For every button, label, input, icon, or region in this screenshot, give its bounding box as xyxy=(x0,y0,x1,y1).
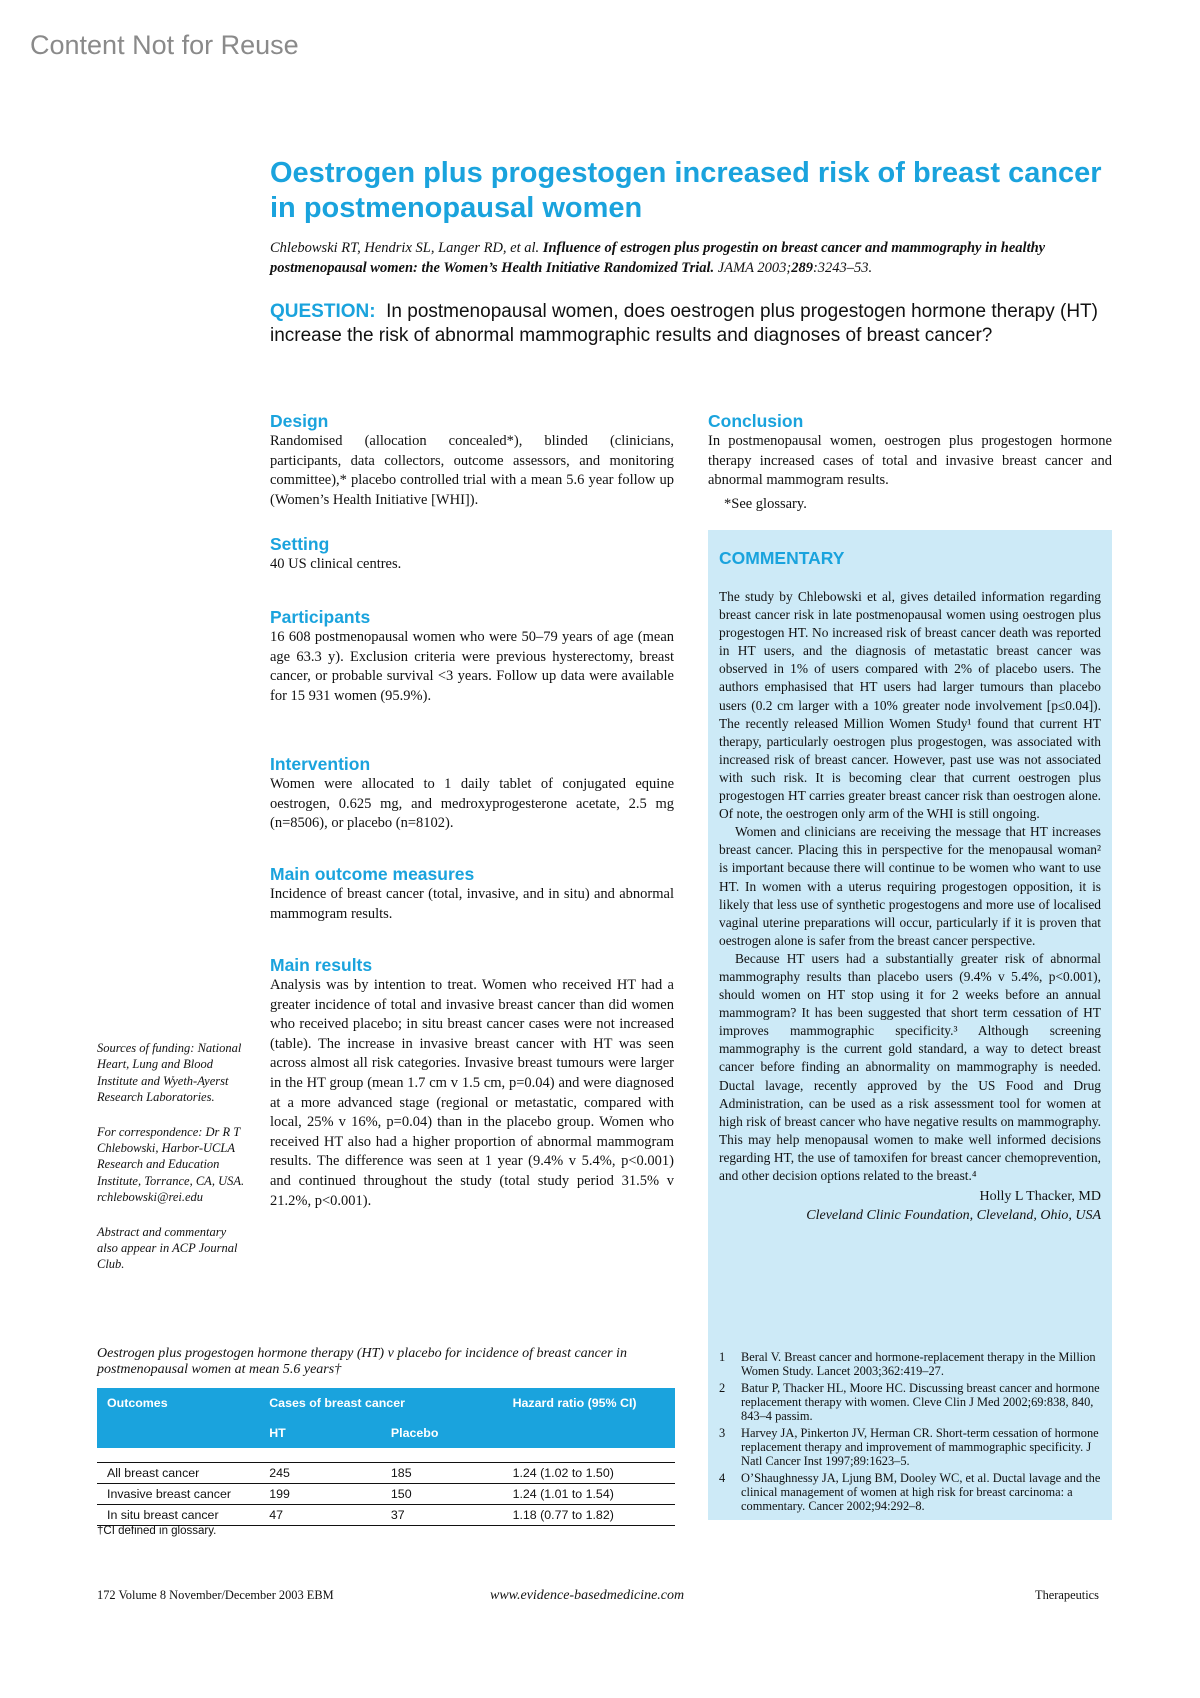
reference-text: O’Shaughnessy JA, Ljung BM, Dooley WC, et al. Ductal lavage and the clinical management of women at high risk for breast carcinoma: a commentary. Cancer 2002;94:292–8. xyxy=(741,1471,1101,1513)
table-cell-outcome: Invasive breast cancer xyxy=(97,1484,259,1505)
table-row xyxy=(97,1463,675,1484)
reference-number: 3 xyxy=(719,1426,726,1440)
table-cell-ht: 245 xyxy=(259,1463,381,1484)
article-title: Oestrogen plus progestogen increased risk of breast cancer in postmenopausal women xyxy=(270,157,1102,224)
outcomes-heading: Main outcome measures xyxy=(270,864,475,884)
glossary-note: *See glossary. xyxy=(724,495,807,512)
citation xyxy=(270,238,1130,278)
table-header-blank xyxy=(503,1418,675,1448)
reference-list xyxy=(719,1350,1101,1516)
table-cell-outcome: All breast cancer xyxy=(97,1463,259,1484)
commentary-affiliation: Cleveland Clinic Foundation, Cleveland, Ohio, USA xyxy=(806,1208,1101,1224)
participants-text: 16 608 postmenopausal women who were 50–79 years of age (mean age 63.3 y). Exclusion criteria were previous hysterectomy, breast cancer, or probable survival <3 years. Follow up data were available for 15 931 women (95.9%). xyxy=(270,629,674,704)
table-caption: Oestrogen plus progestogen hormone therapy (HT) v placebo for incidence of breast cancer in postmenopausal women at mean 5.6 years† xyxy=(97,1346,627,1377)
reference-item xyxy=(719,1471,1101,1513)
citation-article: Influence of estrogen plus progestin on breast cancer and mammography in healthy postmenopausal women: the Women’s Health Initiative Randomized Trial. xyxy=(270,240,1046,276)
reference-number: 4 xyxy=(719,1471,726,1485)
conclusion-section xyxy=(708,410,1112,514)
design-section xyxy=(270,410,674,533)
abstract-note: Abstract and commentary also appear in ACP Journal Club. xyxy=(97,1224,238,1272)
footer-url[interactable]: www.evidence-basedmedicine.com xyxy=(490,1588,685,1603)
outcomes-text: Incidence of breast cancer (total, invasive, and in situ) and abnormal mammogram results. xyxy=(270,886,674,922)
table-cell-outcome: In situ breast cancer xyxy=(97,1505,259,1526)
question-label: QUESTION: xyxy=(270,301,376,322)
setting-section xyxy=(270,533,674,606)
intervention-section xyxy=(270,753,674,863)
table-cell-hr: 1.24 (1.02 to 1.50) xyxy=(503,1463,675,1484)
correspondence-note: For correspondence: Dr R T Chlebowski, Harbor-UCLA Research and Education Institute, Torrance, CA, USA. rchlebowski@rei.edu xyxy=(97,1124,245,1205)
question-text: In postmenopausal women, does oestrogen plus progestogen hormone therapy (HT) increase the risk of abnormal mammographic results and diagnoses of breast cancer? xyxy=(270,301,1098,346)
table-header-outcomes: Outcomes xyxy=(97,1388,259,1418)
reference-item xyxy=(719,1381,1101,1423)
reference-number: 2 xyxy=(719,1381,726,1395)
table-spacer-row xyxy=(97,1448,675,1463)
table-cell-hr: 1.18 (0.77 to 1.82) xyxy=(503,1505,675,1526)
commentary-body xyxy=(719,588,1101,1225)
table-header-ht: HT xyxy=(259,1418,381,1448)
participants-section xyxy=(270,606,674,753)
reference-item xyxy=(719,1350,1101,1378)
design-heading: Design xyxy=(270,411,329,431)
results-table xyxy=(97,1388,675,1526)
table-cell-placebo: 37 xyxy=(381,1505,503,1526)
reference-item xyxy=(719,1426,1101,1468)
results-heading: Main results xyxy=(270,955,373,975)
watermark: Content Not for Reuse xyxy=(30,30,299,60)
table-header-hr: Hazard ratio (95% CI) xyxy=(503,1388,675,1418)
footer-volume: 172 Volume 8 November/December 2003 EBM xyxy=(97,1588,334,1602)
table-row xyxy=(97,1484,675,1505)
commentary-paragraph: Women and clinicians are receiving the message that HT increases breast cancer. Placing this in perspective for the menopausal woman² is important because there will continue to be women who want to use HT. In women with a uterus requiring progestogen opposition, it is likely that less use of synthetic progestogens and more use of localised vaginal uterine preparations will occur, particularly if it is proven that oestrogen alone is safer from the breast cancer perspective. xyxy=(719,824,1101,948)
table-header-blank xyxy=(97,1418,259,1448)
citation-journal: JAMA 2003; xyxy=(714,260,792,276)
table-cell-placebo: 185 xyxy=(381,1463,503,1484)
reference-number: 1 xyxy=(719,1350,726,1364)
participants-heading: Participants xyxy=(270,607,371,627)
citation-pages: :3243–53. xyxy=(812,260,873,276)
funding-note: Sources of funding: National Heart, Lung and Blood Institute and Wyeth-Ayerst Research Laboratories. xyxy=(97,1041,242,1105)
table-cell-ht: 47 xyxy=(259,1505,381,1526)
sidenotes xyxy=(97,1040,247,1291)
setting-text: 40 US clinical centres. xyxy=(270,556,402,572)
commentary-paragraph: Because HT users had a substantially greater risk of abnormal mammography results than placebo users (9.4% v 5.4%, p<0.001), should women on HT stop using it for 2 weeks before an annual mammogram? It has been suggested that short term cessation of HT improves mammographic specificity.³ Although screening mammography is the current gold standard, a way to detect breast cancer before finding an abnormality on mammography is needed. Ductal lavage, recently approved by the US Food and Drug Administration, can be used as a risk assessment tool for women at high risk of breast cancer who have negative results on mammography. This may help menopausal women to make well informed decisions regarding HT, the use of tamoxifen for breast cancer chemoprevention, and other decision options related to the breast.⁴ xyxy=(719,950,1101,1183)
setting-heading: Setting xyxy=(270,534,330,554)
table-cell-hr: 1.24 (1.01 to 1.54) xyxy=(503,1484,675,1505)
design-text: Randomised (allocation concealed*), blinded (clinicians, participants, data collectors, outcome assessors, and monitoring committee),* placebo controlled trial with a mean 5.6 year follow up (Women’s Health Initiative [WHI]). xyxy=(270,433,674,508)
reference-text: Beral V. Breast cancer and hormone-replacement therapy in the Million Women Study. Lancet 2003;362:419–27. xyxy=(741,1350,1096,1378)
question xyxy=(270,300,1110,348)
results-text: Analysis was by intention to treat. Women who received HT had a greater incidence of total and invasive breast cancer than did women who received placebo; in situ breast cancer cases were not increased (table). The increase in invasive breast cancer with HT was seen across almost all risk categories. Invasive breast tumours were larger in the HT group (mean 1.7 cm v 1.5 cm, p=0.04) and were diagnosed at a more advanced stage (regional or metastatic, compared with local, 25% v 16%, p=0.04) than in the placebo group. Women who received HT also had a higher proportion of abnormal mammogram results. The difference was seen at 1 year (9.4% v 5.4%, p<0.001) and continued throughout the study (total study period 31.5% v 21.2%, p<0.001). xyxy=(270,977,674,1209)
table-cell-ht: 199 xyxy=(259,1484,381,1505)
table-footnote: †CI defined in glossary. xyxy=(97,1525,217,1537)
outcomes-section xyxy=(270,863,674,954)
citation-volume: 289 xyxy=(791,260,813,276)
footer-section: Therapeutics xyxy=(1035,1588,1099,1602)
conclusion-text: In postmenopausal women, oestrogen plus progestogen hormone therapy increased cases of total and invasive breast cancer and abnormal mammogram results. xyxy=(708,433,1112,489)
table-cell-placebo: 150 xyxy=(381,1484,503,1505)
table-row xyxy=(97,1505,675,1526)
commentary-author: Holly L Thacker, MD xyxy=(979,1189,1101,1205)
results-section xyxy=(270,954,674,1211)
commentary-signature xyxy=(719,1187,1101,1225)
commentary-paragraph: The study by Chlebowski et al, gives detailed information regarding breast cancer risk in late postmenopausal women using oestrogen plus progestogen HT. No increased risk of breast cancer death was reported in HT users, and the diagnosis of metastatic breast cancer was observed in 1% of users compared with 2% of placebo users. The authors emphasised that HT users had larger tumours than placebo users (0.2 cm larger with a 10% greater node involvement [p≤0.04]). The recently released Million Women Study¹ found that current HT therapy, particularly oestrogen plus progestogen, was associated with increased risk of breast cancer. However, past use was not associated with such risk. It is becoming clear that current oestrogen plus progestogen HT carries greater breast cancer risk than oestrogen alone. Of note, the oestrogen only arm of the WHI is still ongoing. xyxy=(719,589,1101,822)
reference-text: Harvey JA, Pinkerton JV, Herman CR. Short-term cessation of hormone replacement therapy and improvement of mammographic specificity. J Natl Cancer Inst 1997;89:1623–5. xyxy=(741,1426,1099,1468)
table-header-placebo: Placebo xyxy=(381,1418,503,1448)
citation-authors: Chlebowski RT, Hendrix SL, Langer RD, et al. xyxy=(270,240,543,256)
commentary-heading: COMMENTARY xyxy=(719,548,845,568)
conclusion-heading: Conclusion xyxy=(708,411,804,431)
left-column xyxy=(270,410,674,1211)
intervention-text: Women were allocated to 1 daily tablet of conjugated equine oestrogen, 0.625 mg, and medroxyprogesterone acetate, 2.5 mg (n=8506), or placebo (n=8102). xyxy=(270,776,674,832)
intervention-heading: Intervention xyxy=(270,754,371,774)
reference-text: Batur P, Thacker HL, Moore HC. Discussing breast cancer and hormone replacement therapy with women. Cleve Clin J Med 2002;69:838, 840, 843–4 passim. xyxy=(741,1381,1100,1423)
table-header-cases: Cases of breast cancer xyxy=(259,1388,502,1418)
commentary-box xyxy=(708,530,1112,1520)
